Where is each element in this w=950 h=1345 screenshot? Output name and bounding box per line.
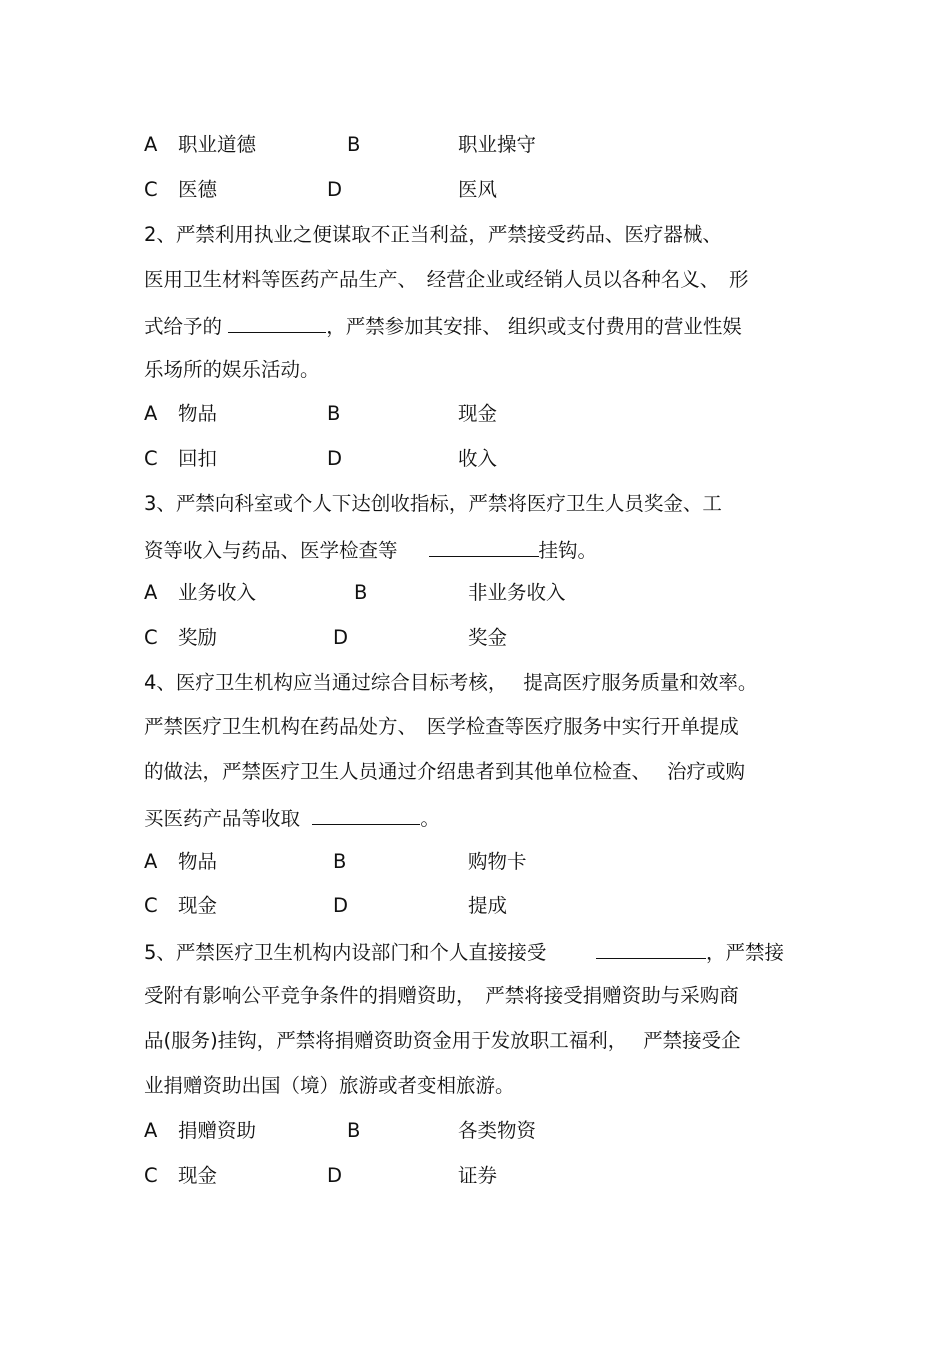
option-letter: C: [144, 178, 158, 201]
option-text: 购物卡: [468, 850, 527, 873]
option-text: 收入: [458, 447, 498, 470]
question-text: 买医药产品等收取: [144, 807, 301, 830]
option-text: 各类物资: [458, 1119, 537, 1142]
question-line: 严禁医疗卫生机构在药品处方、 医学检查等医疗服务中实行开单提成: [144, 715, 739, 738]
option-text: 提成: [468, 894, 508, 917]
option-letter: D: [327, 178, 343, 201]
option-letter: C: [144, 447, 158, 470]
option-text: 医德: [178, 178, 218, 201]
option-text: 职业道德: [178, 133, 257, 156]
option-letter: B: [327, 402, 341, 425]
answer-blank: [596, 938, 706, 959]
answer-blank: [312, 804, 420, 825]
option-text: 捐赠资助: [178, 1119, 257, 1142]
option-letter: C: [144, 1164, 158, 1187]
question-text: 式给予的: [144, 315, 223, 338]
option-text: 业务收入: [178, 581, 257, 604]
option-letter: A: [144, 850, 158, 873]
question-line: [144, 804, 440, 832]
question-line: 乐场所的娱乐活动。: [144, 358, 320, 381]
option-text: 奖金: [468, 626, 508, 649]
answer-blank: [429, 536, 539, 557]
option-text: 回扣: [178, 447, 218, 470]
question-text: ，严禁参加其安排、 组织或支付费用的营业性娱: [326, 315, 742, 338]
option-text: 奖励: [178, 626, 218, 649]
question-text: 挂钩。: [538, 539, 598, 562]
option-letter: B: [333, 850, 347, 873]
question-line: 4、医疗卫生机构应当通过综合目标考核， 提高医疗服务质量和效率。: [144, 671, 758, 694]
question-line: 品(服务)挂钩，严禁将捐赠资助资金用于发放职工福利， 严禁接受企: [144, 1029, 741, 1052]
question-line: 医用卫生材料等医药产品生产、 经营企业或经销人员以各种名义、 形: [144, 268, 749, 291]
option-letter: D: [327, 447, 343, 470]
question-text: ，严禁接: [706, 941, 785, 964]
question-line: 2、严禁利用执业之便谋取不正当利益，严禁接受药品、医疗器械、: [144, 223, 722, 246]
option-letter: A: [144, 581, 158, 604]
option-letter: B: [347, 133, 361, 156]
question-line: 业捐赠资助出国（境）旅游或者变相旅游。: [144, 1074, 515, 1097]
option-letter: A: [144, 133, 158, 156]
option-text: 现金: [458, 402, 498, 425]
option-text: 现金: [178, 1164, 218, 1187]
question-text: 资等收入与药品、医学检查等: [144, 539, 398, 562]
option-text: 非业务收入: [468, 581, 566, 604]
option-letter: A: [144, 1119, 158, 1142]
option-text: 物品: [178, 402, 218, 425]
option-text: 医风: [458, 178, 498, 201]
option-letter: D: [333, 626, 349, 649]
option-letter: B: [354, 581, 368, 604]
option-letter: D: [333, 894, 349, 917]
question-line: 3、严禁向科室或个人下达创收指标，严禁将医疗卫生人员奖金、工: [144, 492, 722, 515]
option-text: 物品: [178, 850, 218, 873]
option-letter: A: [144, 402, 158, 425]
question-line: 的做法，严禁医疗卫生人员通过介绍患者到其他单位检查、 治疗或购: [144, 760, 745, 783]
question-line: [144, 536, 597, 564]
answer-blank: [228, 312, 326, 333]
question-line: [144, 938, 784, 966]
option-letter: C: [144, 894, 158, 917]
question-text: 5、严禁医疗卫生机构内设部门和个人直接接受: [144, 941, 547, 964]
option-letter: D: [327, 1164, 343, 1187]
option-text: 证券: [458, 1164, 498, 1187]
question-line: 受附有影响公平竞争条件的捐赠资助， 严禁将接受捐赠资助与采购商: [144, 984, 739, 1007]
option-letter: C: [144, 626, 158, 649]
question-text: 。: [420, 807, 440, 830]
question-line: [144, 312, 742, 340]
option-letter: B: [347, 1119, 361, 1142]
option-text: 现金: [178, 894, 218, 917]
option-text: 职业操守: [458, 133, 537, 156]
